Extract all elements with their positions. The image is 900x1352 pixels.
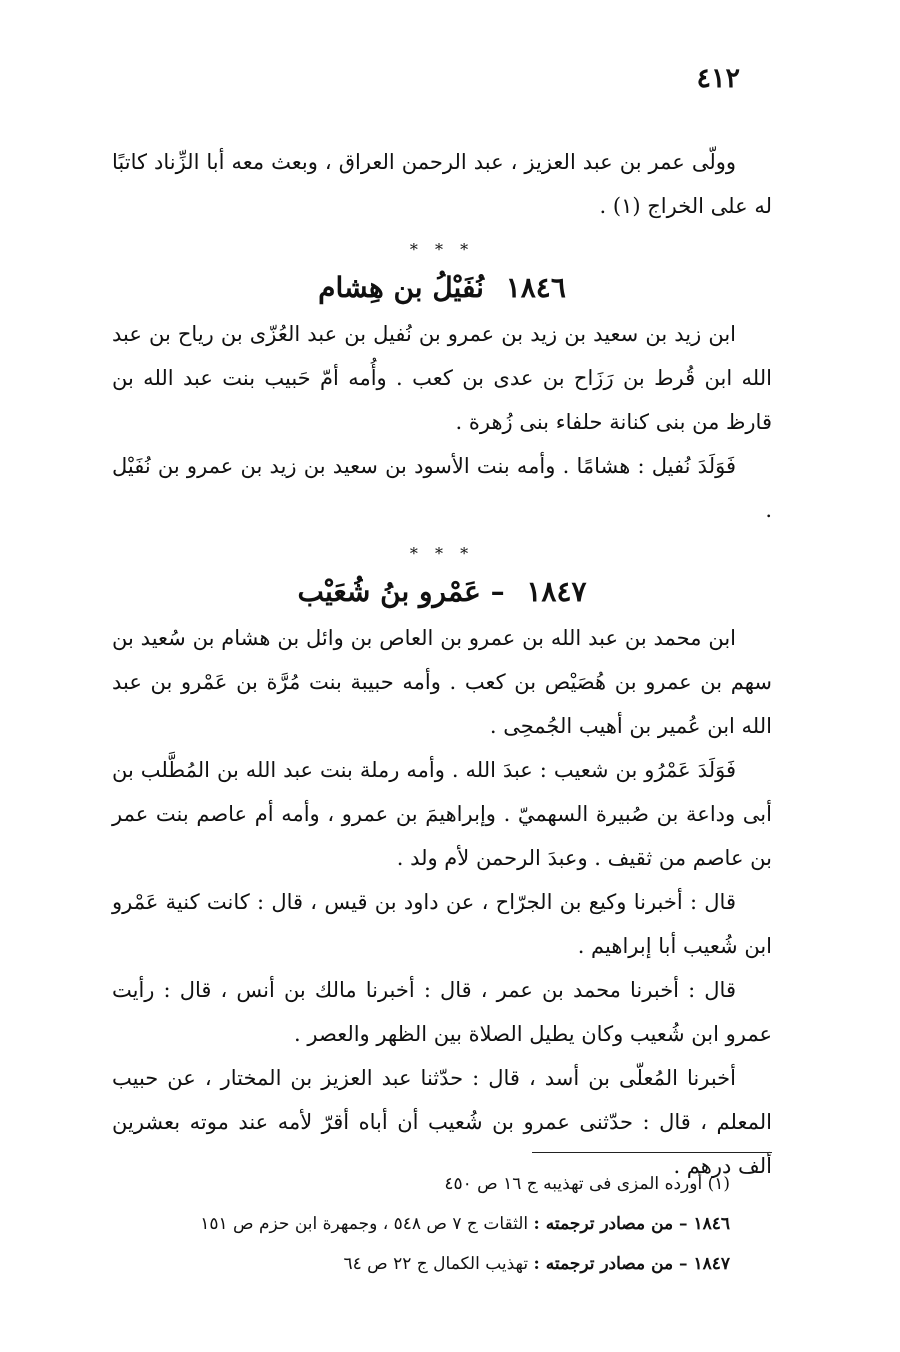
entry-paragraph: فَوَلَدَ نُفيل : هشامًا . وأمه بنت الأسود بن سعيد بن زيد بن عمرو بن نُفَيْل . — [112, 454, 772, 522]
entry-paragraph: ابن زيد بن سعيد بن زيد بن عمرو بن نُفيل بن عبد العُزّى بن رياح بن عبد الله ابن قُرط بن رَزَاح بن عدى بن كعب . وأُمه أمّ حَبيب بنت عبد الله بن قارظ من بنى كنانة حلفاء بنى زُهرة . — [112, 322, 772, 434]
footnote-text: تهذيب الكمال ج ٢٢ ص ٦٤ — [343, 1254, 529, 1274]
entry-heading — [112, 568, 772, 616]
entry-paragraph: قال : أخبرنا محمد بن عمر ، قال : أخبرنا مالك بن أنس ، قال : رأيت عمرو ابن شُعيب وكان يطيل الصلاة بين الظهر والعصر . — [112, 978, 772, 1046]
footnote-text: الثقات ج ٧ ص ٥٤٨ ، وجمهرة ابن حزم ص ١٥١ — [200, 1214, 529, 1234]
entry-paragraph: قال : أخبرنا وكيع بن الجرّاح ، عن داود بن قيس ، قال : كانت كنية عَمْرو ابن شُعيب أبا إبراهيم . — [112, 890, 772, 958]
footnote-label: ١٨٤٦ – من مصادر ترجمته : — [533, 1214, 730, 1234]
entry-name: نُفَيْلُ بن هِشام — [318, 271, 484, 304]
footnotes — [110, 1164, 730, 1284]
footnote — [110, 1244, 730, 1284]
footnote-divider — [532, 1152, 772, 1153]
section-separator: * * * — [409, 240, 475, 259]
main-text — [112, 140, 772, 1188]
entry-paragraph: أخبرنا المُعلّى بن أسد ، قال : حدّثنا عبد العزيز بن المختار ، عن حبيب المعلم ، قال : حدّثنى عمرو بن شُعيب أن أباه أقرّ لأمه عند موته بعشرين ألف درهم . — [112, 1066, 772, 1178]
footnote — [110, 1164, 730, 1204]
section-separator: * * * — [409, 544, 475, 563]
entry-paragraph: فَوَلَدَ عَمْرُو بن شعيب : عبدَ الله . وأمه رملة بنت عبد الله بن المُطَّلب بن أبى وداعة بن صُبيرة السهميّ . وإبراهيمَ بن عمرو ، وأمه أم عاصم بنت عمر بن عاصم من ثقيف . وعبدَ الرحمن لأم ولد . — [112, 758, 772, 870]
footnote-text: (١) أورده المزى فى تهذيبه ج ١٦ ص ٤٥٠ — [444, 1174, 730, 1194]
footnote — [110, 1204, 730, 1244]
entry-number: ١٨٤٧ — [526, 575, 587, 608]
entry-number: ١٨٤٦ — [505, 271, 566, 304]
entry-paragraph: ابن محمد بن عبد الله بن عمرو بن العاص بن وائل بن هشام بن سُعيد بن سهم بن عمرو بن هُصَيْص بن كعب . وأمه حبيبة بنت مُرَّة بن عَمْرو بن عبد الله ابن عُمير بن أهيب الجُمحِى . — [112, 626, 772, 738]
intro-paragraph: وولّى عمر بن عبد العزيز ، عبد الرحمن العراق ، وبعث معه أبا الزِّناد كاتبًا له على الخراج (١) . — [112, 150, 772, 218]
page-number: ٤١٢ — [696, 63, 740, 94]
footnote-label: ١٨٤٧ – من مصادر ترجمته : — [533, 1254, 730, 1274]
entry-heading — [112, 264, 772, 312]
entry-name: – عَمْرو بنُ شُعَيْب — [297, 575, 505, 608]
